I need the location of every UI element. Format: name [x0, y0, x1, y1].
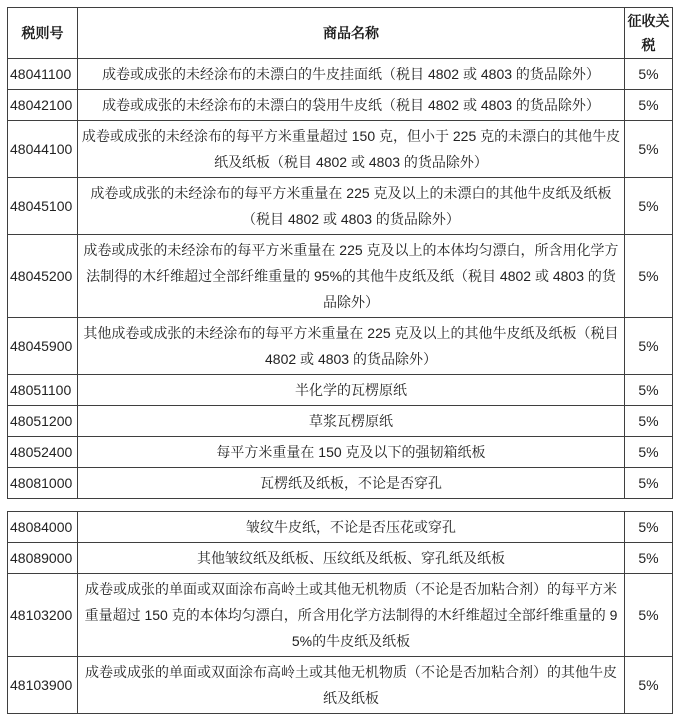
- cell-tariff-code: 48041100: [8, 59, 78, 90]
- cell-tariff-code: 48084000: [8, 512, 78, 543]
- cell-tariff-code: 48045200: [8, 235, 78, 318]
- cell-tariff-rate: 5%: [625, 59, 673, 90]
- cell-product-name: 草浆瓦楞原纸: [78, 406, 625, 437]
- cell-product-name: 成卷或成张的未经涂布的未漂白的牛皮挂面纸（税目 4802 或 4803 的货品除外）: [78, 59, 625, 90]
- cell-product-name: 成卷或成张的单面或双面涂布高岭土或其他无机物质（不论是否加粘合剂）的每平方米重量超过 150 克的本体均匀漂白，所含用化学方法制得的木纤维超过全部纤维重量的 95%的牛皮纸及纸板: [78, 574, 625, 657]
- cell-product-name: 成卷或成张的未经涂布的每平方米重量在 225 克及以上的本体均匀漂白，所含用化学方法制得的木纤维超过全部纤维重量的 95%的其他牛皮纸及纸（税目 4802 或 4803 的货品除外）: [78, 235, 625, 318]
- table-row: [8, 468, 673, 499]
- cell-tariff-code: 48052400: [8, 437, 78, 468]
- table-row: [8, 512, 673, 543]
- cell-tariff-code: 48089000: [8, 543, 78, 574]
- cell-tariff-rate: 5%: [625, 512, 673, 543]
- table-row: [8, 574, 673, 657]
- cell-product-name: 半化学的瓦楞原纸: [78, 375, 625, 406]
- cell-tariff-code: 48051200: [8, 406, 78, 437]
- cell-tariff-code: 48103900: [8, 657, 78, 714]
- cell-tariff-code: 48103200: [8, 574, 78, 657]
- table-row: [8, 437, 673, 468]
- cell-tariff-rate: 5%: [625, 235, 673, 318]
- cell-product-name: 其他皱纹纸及纸板、压纹纸及纸板、穿孔纸及纸板: [78, 543, 625, 574]
- column-header-product-name: 商品名称: [78, 8, 625, 59]
- cell-tariff-rate: 5%: [625, 318, 673, 375]
- table-row: [8, 657, 673, 714]
- cell-product-name: 每平方米重量在 150 克及以下的强韧箱纸板: [78, 437, 625, 468]
- cell-tariff-rate: 5%: [625, 437, 673, 468]
- cell-tariff-rate: 5%: [625, 657, 673, 714]
- cell-tariff-rate: 5%: [625, 121, 673, 178]
- cell-product-name: 成卷或成张的未经涂布的每平方米重量超过 150 克，但小于 225 克的未漂白的其他牛皮纸及纸板（税目 4802 或 4803 的货品除外）: [78, 121, 625, 178]
- table-row: [8, 318, 673, 375]
- cell-tariff-rate: 5%: [625, 574, 673, 657]
- table-row: [8, 121, 673, 178]
- tariff-table-continued: [7, 511, 673, 714]
- cell-tariff-code: 48045900: [8, 318, 78, 375]
- cell-tariff-code: 48081000: [8, 468, 78, 499]
- table-row: [8, 59, 673, 90]
- cell-product-name: 皱纹牛皮纸，不论是否压花或穿孔: [78, 512, 625, 543]
- cell-tariff-code: 48045100: [8, 178, 78, 235]
- tariff-table-main: [7, 7, 673, 499]
- table-row: [8, 406, 673, 437]
- cell-product-name: 成卷或成张的单面或双面涂布高岭土或其他无机物质（不论是否加粘合剂）的其他牛皮纸及纸板: [78, 657, 625, 714]
- cell-tariff-rate: 5%: [625, 468, 673, 499]
- table-row: [8, 90, 673, 121]
- cell-tariff-rate: 5%: [625, 406, 673, 437]
- cell-tariff-rate: 5%: [625, 375, 673, 406]
- cell-tariff-code: 48042100: [8, 90, 78, 121]
- cell-tariff-rate: 5%: [625, 178, 673, 235]
- table-body-section-2: [8, 512, 673, 714]
- table-section-divider: [7, 499, 672, 511]
- table-row: [8, 543, 673, 574]
- table-body-section-1: [8, 59, 673, 499]
- table-row: [8, 178, 673, 235]
- cell-tariff-rate: 5%: [625, 90, 673, 121]
- table-row: [8, 235, 673, 318]
- cell-tariff-rate: 5%: [625, 543, 673, 574]
- header-row: [8, 8, 673, 59]
- table-row: [8, 375, 673, 406]
- cell-tariff-code: 48051100: [8, 375, 78, 406]
- cell-product-name: 瓦楞纸及纸板，不论是否穿孔: [78, 468, 625, 499]
- cell-product-name: 其他成卷或成张的未经涂布的每平方米重量在 225 克及以上的其他牛皮纸及纸板（税目 4802 或 4803 的货品除外）: [78, 318, 625, 375]
- cell-product-name: 成卷或成张的未经涂布的每平方米重量在 225 克及以上的未漂白的其他牛皮纸及纸板（税目 4802 或 4803 的货品除外）: [78, 178, 625, 235]
- column-header-tariff: 征收关税: [625, 8, 673, 59]
- cell-product-name: 成卷或成张的未经涂布的未漂白的袋用牛皮纸（税目 4802 或 4803 的货品除外）: [78, 90, 625, 121]
- cell-tariff-code: 48044100: [8, 121, 78, 178]
- column-header-code: 税则号: [8, 8, 78, 59]
